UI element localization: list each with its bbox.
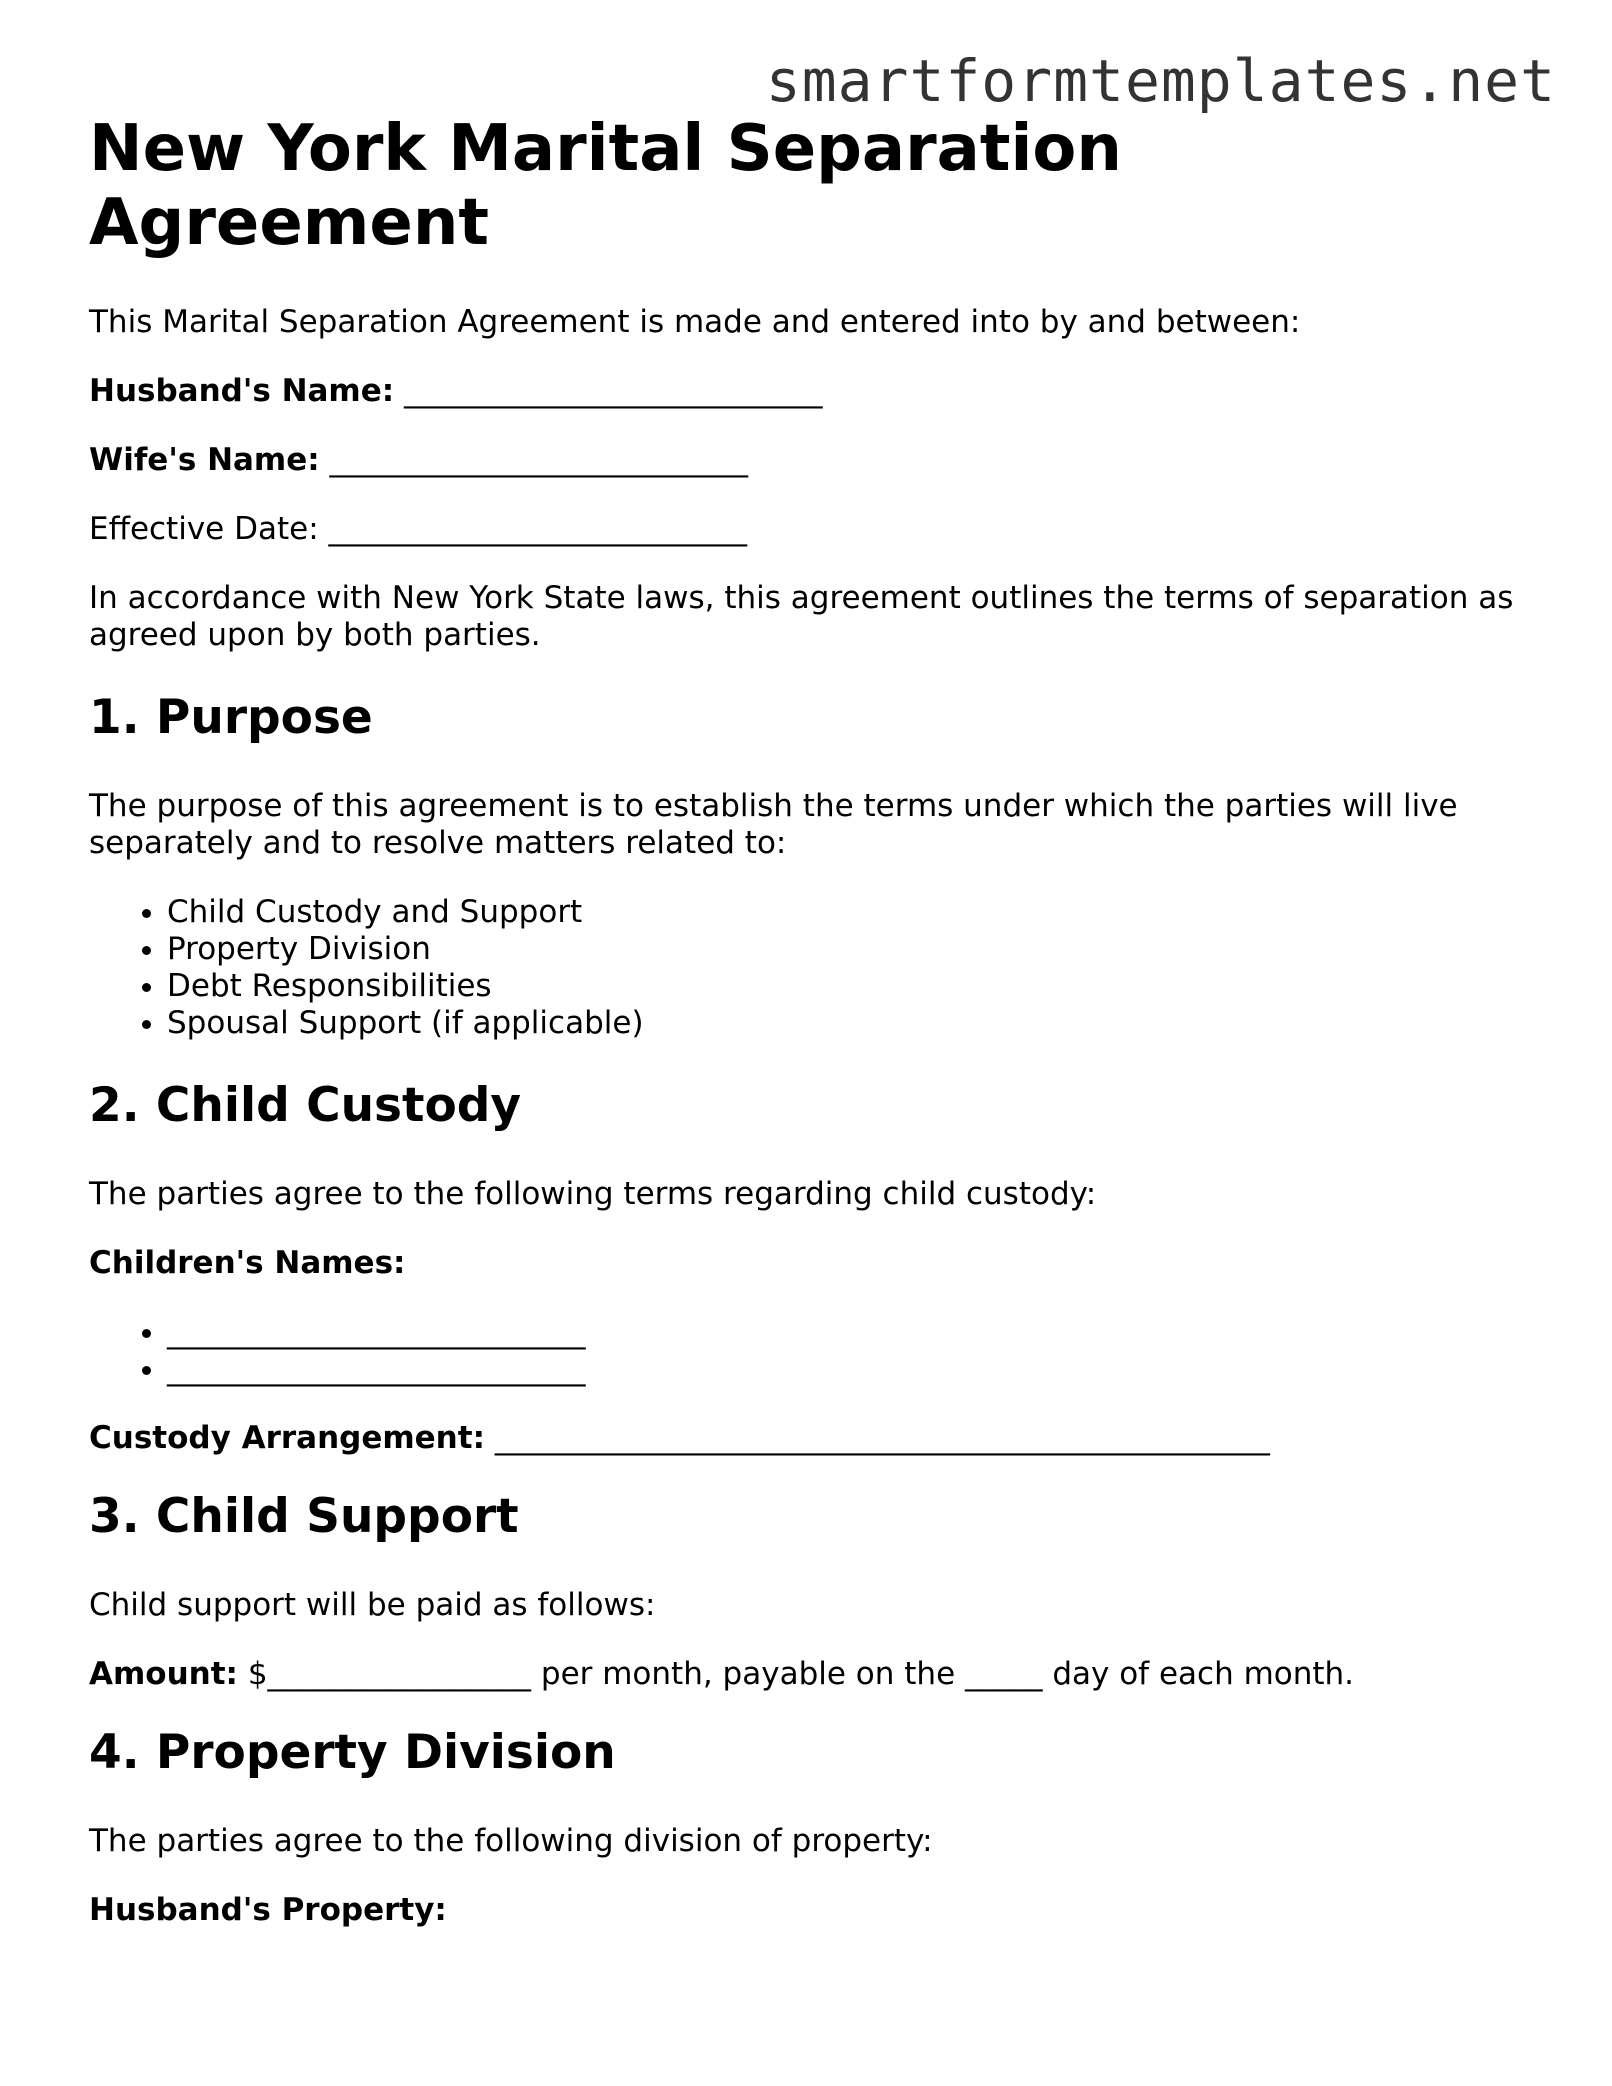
custody-arrangement-field[interactable]: __________________________________________________	[494, 1420, 1270, 1456]
section-heading-purpose: 1. Purpose	[89, 690, 373, 745]
custody-arrangement-line	[89, 1420, 1529, 1457]
husband-name-field[interactable]: ___________________________	[404, 373, 823, 409]
effective-date-label: Effective Date:	[89, 511, 319, 547]
support-text: Child support will be paid as follows:	[89, 1587, 656, 1623]
husband-name-label: Husband's Name:	[89, 373, 395, 409]
section-heading-property: 4. Property Division	[89, 1725, 616, 1780]
husband-property-label: Husband's Property:	[89, 1892, 447, 1928]
list-item: • Spousal Support (if applicable)	[167, 1005, 1529, 1042]
intro-text: This Marital Separation Agreement is made and entered into by and between:	[89, 304, 1301, 340]
purpose-text: The purpose of this agreement is to establish the terms under which the parties will live separately and to resolve matters related to:	[89, 788, 1458, 861]
wife-name-line	[89, 442, 1529, 479]
list-item: • Debt Responsibilities	[167, 968, 1529, 1005]
wife-name-label: Wife's Name:	[89, 442, 320, 478]
watermark: smartformtemplates.net	[765, 47, 1556, 115]
section-heading-support: 3. Child Support	[89, 1489, 519, 1544]
support-amount-field[interactable]: $_________________ per month, payable on the _____ day of each month.	[247, 1656, 1355, 1692]
property-text: The parties agree to the following division of property:	[89, 1823, 933, 1859]
section-heading-custody: 2. Child Custody	[89, 1078, 522, 1133]
effective-date-field[interactable]: ___________________________	[328, 511, 747, 547]
wife-name-field[interactable]: ___________________________	[329, 442, 749, 478]
child-name-field[interactable]: • ___________________________	[167, 1314, 1529, 1351]
child-name-field[interactable]: • ___________________________	[167, 1351, 1529, 1388]
purpose-list	[89, 894, 1529, 1042]
custody-text: The parties agree to the following terms regarding child custody:	[89, 1176, 1097, 1212]
support-amount-label: Amount:	[89, 1656, 238, 1692]
list-item: • Property Division	[167, 931, 1529, 968]
custody-arrangement-label: Custody Arrangement:	[89, 1420, 485, 1456]
list-item: • Child Custody and Support	[167, 894, 1529, 931]
support-amount-line	[89, 1656, 1529, 1693]
husband-name-line	[89, 373, 1529, 410]
document-page	[89, 112, 1529, 1929]
children-names-label: Children's Names:	[89, 1245, 406, 1281]
accordance-text: In accordance with New York State laws, this agreement outlines the terms of separation as agreed upon by both parties.	[89, 580, 1514, 653]
children-names-list	[89, 1314, 1529, 1388]
effective-date-line	[89, 511, 1529, 548]
document-title: New York Marital Separation Agreement	[89, 112, 1122, 260]
